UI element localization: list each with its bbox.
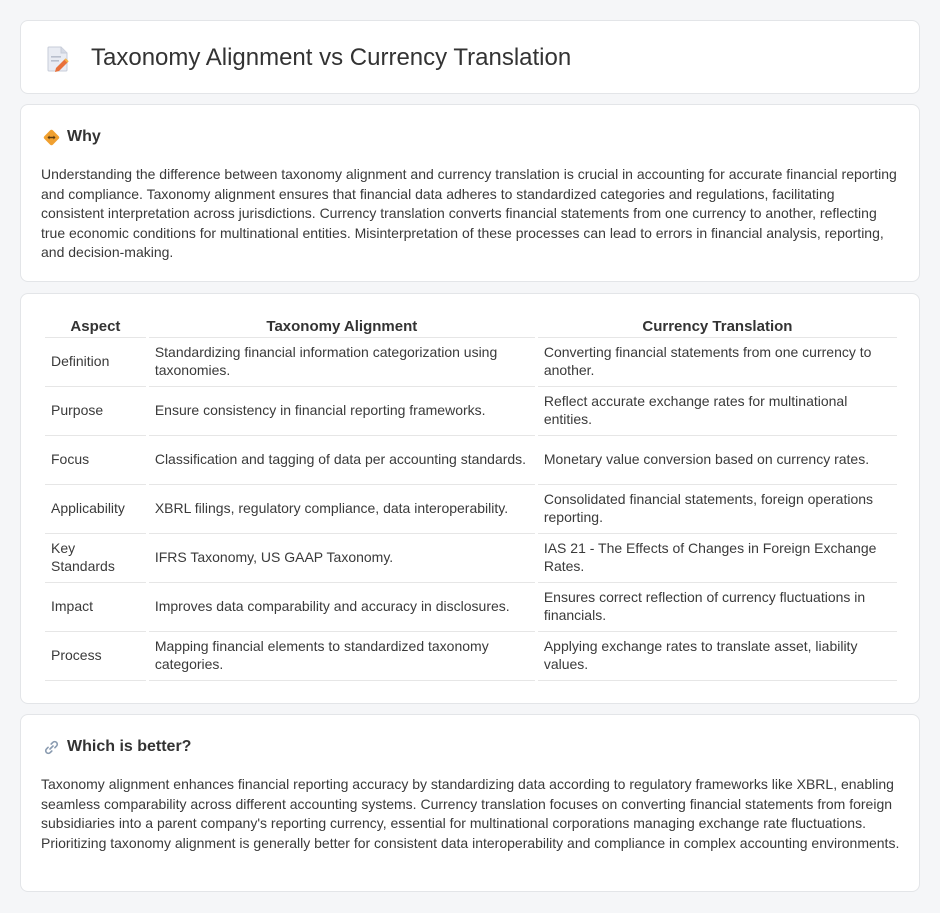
- aspect-cell: Impact: [45, 583, 146, 632]
- why-body: Understanding the difference between taxonomy alignment and currency translation is crucial in accounting for accurate financial reporting and compliance. Taxonomy alignment ensures that financial data adheres to standardized categories and regulations, facilitating consistent interpretation across jurisdictions. Currency translation converts financial statements from one currency to another, reflecting true economic conditions for multinational entities. Misinterpretation of these processes can lead to errors in financial analysis, reporting, and decision-making.: [41, 166, 897, 261]
- table-row: [45, 485, 897, 534]
- currency-cell: Reflect accurate exchange rates for multinational entities.: [538, 387, 897, 436]
- page-title: Taxonomy Alignment vs Currency Translation: [91, 44, 572, 71]
- table-row: [45, 583, 897, 632]
- why-heading: Why: [67, 128, 101, 145]
- better-body: Taxonomy alignment enhances financial reporting accuracy by standardizing data according to regulatory frameworks like XBRL, enabling seamless comparability across different accounting systems. Currency translation focuses on converting financial statements from foreign subsidiaries into a parent company's reporting currency, essential for multinational corporations managing exchange rate fluctuations. Prioritizing taxonomy alignment is generally better for consistent data interoperability and compliance in complex accounting environments.: [41, 776, 900, 851]
- aspect-cell: Process: [45, 632, 146, 681]
- table-row: [45, 387, 897, 436]
- taxonomy-cell: IFRS Taxonomy, US GAAP Taxonomy.: [149, 534, 535, 583]
- better-heading: Which is better?: [67, 738, 192, 755]
- taxonomy-cell: Mapping financial elements to standardized taxonomy categories.: [149, 632, 535, 681]
- better-heading-row: [43, 737, 191, 757]
- taxonomy-cell: Ensure consistency in financial reporting frameworks.: [149, 387, 535, 436]
- currency-cell: Converting financial statements from one currency to another.: [538, 338, 897, 387]
- header-currency-translation: Currency Translation: [538, 316, 897, 338]
- title-card: [20, 20, 920, 94]
- table-row: [45, 436, 897, 485]
- header-aspect: Aspect: [45, 316, 146, 338]
- aspect-cell: Definition: [45, 338, 146, 387]
- currency-cell: Consolidated financial statements, foreign operations reporting.: [538, 485, 897, 534]
- table-row: [45, 632, 897, 681]
- aspect-cell: Applicability: [45, 485, 146, 534]
- taxonomy-cell: XBRL filings, regulatory compliance, data interoperability.: [149, 485, 535, 534]
- comparison-table: [42, 316, 900, 681]
- taxonomy-cell: Classification and tagging of data per accounting standards.: [149, 436, 535, 485]
- table-header-row: [45, 316, 897, 338]
- taxonomy-cell: Improves data comparability and accuracy in disclosures.: [149, 583, 535, 632]
- link-icon: [43, 739, 60, 756]
- table-row: [45, 534, 897, 583]
- currency-cell: Monetary value conversion based on currency rates.: [538, 436, 897, 485]
- header-taxonomy-alignment: Taxonomy Alignment: [149, 316, 535, 338]
- aspect-cell: Key Standards: [45, 534, 146, 583]
- why-heading-row: [43, 127, 101, 147]
- taxonomy-cell: Standardizing financial information categorization using taxonomies.: [149, 338, 535, 387]
- document-pencil-icon: [47, 46, 69, 72]
- comparison-table-card: [20, 293, 920, 704]
- aspect-cell: Purpose: [45, 387, 146, 436]
- table-row: [45, 338, 897, 387]
- aspect-cell: Focus: [45, 436, 146, 485]
- currency-cell: IAS 21 - The Effects of Changes in Foreign Exchange Rates.: [538, 534, 897, 583]
- which-is-better-section: [20, 714, 920, 892]
- why-section: [20, 104, 920, 282]
- currency-cell: Applying exchange rates to translate asset, liability values.: [538, 632, 897, 681]
- currency-cell: Ensures correct reflection of currency fluctuations in financials.: [538, 583, 897, 632]
- diamond-arrows-icon: [43, 129, 60, 146]
